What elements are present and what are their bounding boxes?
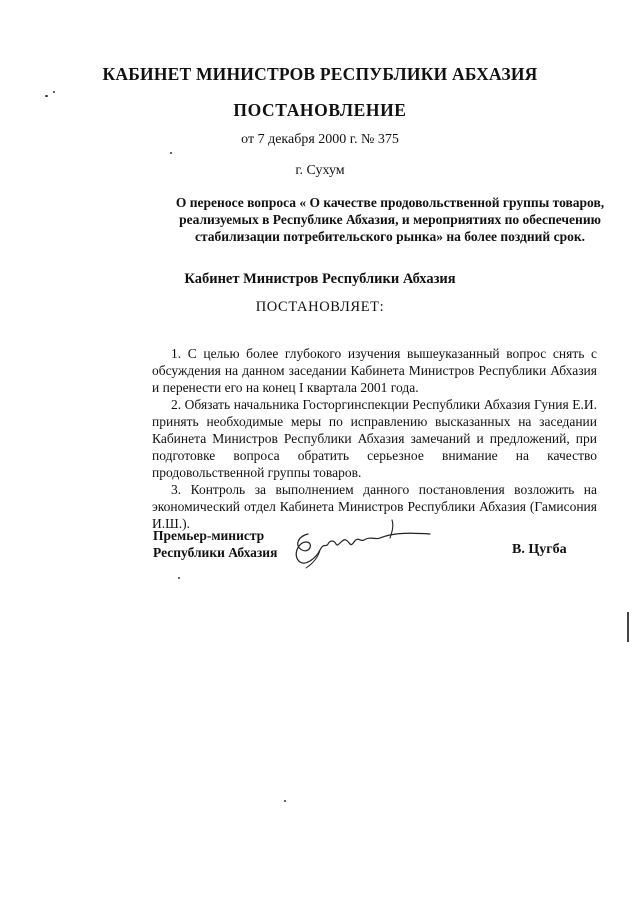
- document-subject: [150, 194, 630, 245]
- document-body: [152, 345, 597, 532]
- handwritten-signature: [280, 512, 440, 572]
- signatory-name: В. Цугба: [512, 542, 567, 557]
- subject-line: О переносе вопроса « О качестве продовольственной группы товаров,: [175, 195, 605, 210]
- decree-point: 1. С целью более глубокого изучения вышеуказанный вопрос снять с обсуждения на данном заседании Кабинета Министров Республики Абхазия и перенести его на конец I квартала 2001 года.: [152, 346, 597, 395]
- signatory-position: [153, 527, 277, 561]
- decree-point: 2. Обязать начальника Госторгинспекции Республики Абхазия Гуния Е.И. принять необходимые меры по исправлению высказанных на заседании Кабинета Министров Республики Абхазия замечаний и предложений, при подготовке вопроса обратить серьезное внимание на качество продовольственной группы товаров.: [152, 397, 597, 480]
- document-date: от 7 декабря 2000 г. № 375: [241, 132, 399, 147]
- document-type: ПОСТАНОВЛЕНИЕ: [233, 100, 407, 120]
- scan-speck: [170, 152, 172, 154]
- subject-line: реализуемых в Республике Абхазия, и мероприятиях по обеспечению: [179, 212, 601, 227]
- document-place: г. Сухум: [295, 163, 345, 178]
- scan-speck: [45, 95, 48, 97]
- position-line: Премьер-министр: [153, 528, 265, 543]
- decrees-heading: ПОСТАНОВЛЯЕТ:: [255, 299, 385, 315]
- scan-speck: [178, 577, 180, 579]
- document-title: КАБИНЕТ МИНИСТРОВ РЕСПУБЛИКИ АБХАЗИЯ: [102, 64, 538, 84]
- scan-speck: [284, 800, 286, 802]
- issuing-body: Кабинет Министров Республики Абхазия: [184, 271, 456, 287]
- subject-line: стабилизации потребительского рынка» на более поздний срок.: [195, 229, 585, 244]
- decree-point: 3. Контроль за выполнением данного постановления возложить на экономический отдел Кабинета Министров Республики Абхазия (Гамисония И.Ш.).: [152, 482, 597, 531]
- scan-edge-mark: [627, 612, 629, 642]
- position-line: Республики Абхазия: [153, 545, 278, 560]
- scan-speck: [53, 91, 55, 93]
